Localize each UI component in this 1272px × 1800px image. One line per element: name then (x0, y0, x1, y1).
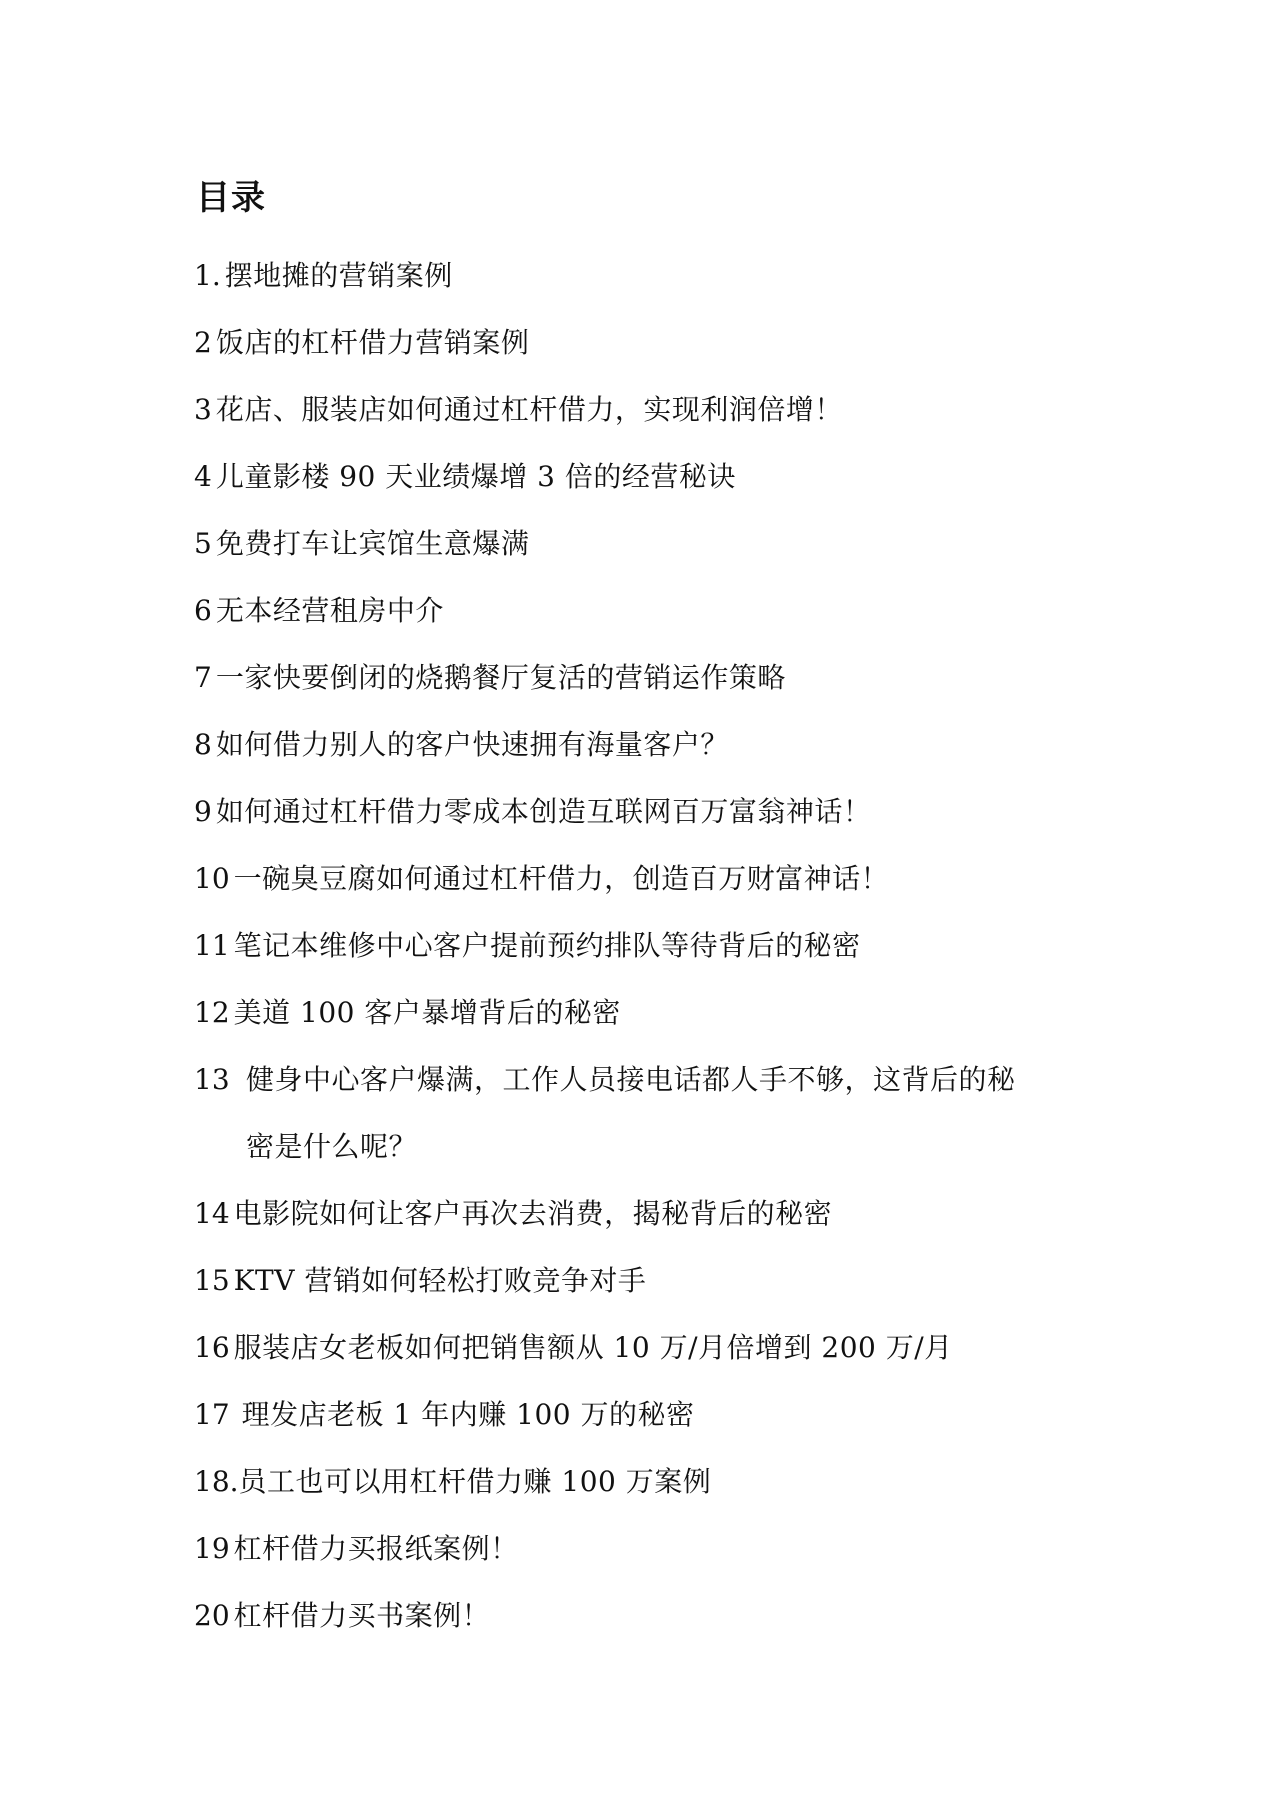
toc-item (194, 979, 1094, 1046)
toc-item-text: 杠杆借力买报纸案例！ (233, 1532, 519, 1565)
toc-item-text: 无本经营租房中介 (215, 594, 444, 627)
toc-item (194, 1247, 1094, 1314)
toc-item-text: 理发店老板 1 年内赚 100 万的秘密 (241, 1398, 695, 1431)
toc-item (194, 1381, 1094, 1448)
toc-item-number: 12 (194, 996, 230, 1029)
toc-item (194, 845, 1094, 912)
toc-item (194, 577, 1094, 644)
toc-item (194, 644, 1094, 711)
toc-item (194, 242, 1094, 309)
toc-item (194, 1448, 1094, 1515)
toc-item-number: 5 (194, 527, 212, 560)
toc-item (194, 1046, 1094, 1180)
toc-item (194, 711, 1094, 778)
toc-item-number: 15 (194, 1264, 230, 1297)
toc-item-number: 10 (194, 862, 230, 895)
toc-item (194, 1515, 1094, 1582)
toc-item-text: 健身中心客户爆满，工作人员接电话都人手不够，这背后的秘密是什么呢？ (246, 1063, 1016, 1163)
toc-item-number: 11 (194, 929, 230, 962)
toc-item (194, 376, 1094, 443)
toc-item-text: 饭店的杠杆借力营销案例 (215, 326, 530, 359)
toc-item-number: 14 (194, 1197, 230, 1230)
toc-item (194, 778, 1094, 845)
toc-item-number: 6 (194, 594, 212, 627)
toc-item-number: 16 (194, 1331, 230, 1364)
toc-item-number: 3 (194, 393, 212, 426)
toc-item (194, 510, 1094, 577)
toc-item-number: 20 (194, 1599, 230, 1632)
toc-item-number: 9 (194, 795, 212, 828)
toc-item-number: 7 (194, 661, 212, 694)
toc-item (194, 1314, 1094, 1381)
toc-list (194, 242, 1094, 1649)
toc-item-text: 电影院如何让客户再次去消费，揭秘背后的秘密 (233, 1197, 833, 1230)
toc-title: 目录 (196, 178, 266, 218)
toc-item-number: 4 (194, 460, 212, 493)
toc-item (194, 309, 1094, 376)
toc-item-number: 1. (194, 259, 221, 292)
toc-item-text: KTV 营销如何轻松打败竞争对手 (233, 1264, 647, 1297)
toc-item-text: 一家快要倒闭的烧鹅餐厅复活的营销运作策略 (215, 661, 786, 694)
toc-item-text: 儿童影楼 90 天业绩爆增 3 倍的经营秘诀 (215, 460, 736, 493)
toc-item-text: 员工也可以用杠杆借力赚 100 万案例 (238, 1465, 712, 1498)
toc-item-text: 服装店女老板如何把销售额从 10 万/月倍增到 200 万/月 (233, 1331, 953, 1364)
toc-item-number: 2 (194, 326, 212, 359)
toc-item-text: 笔记本维修中心客户提前预约排队等待背后的秘密 (233, 929, 861, 962)
toc-item (194, 912, 1094, 979)
toc-item-text: 如何通过杠杆借力零成本创造互联网百万富翁神话！ (215, 795, 872, 828)
toc-item (194, 1582, 1094, 1649)
toc-item-number: 13 (194, 1063, 230, 1096)
toc-item-number: 19 (194, 1532, 230, 1565)
toc-item-number: 8 (194, 728, 212, 761)
toc-item-text: 摆地摊的营销案例 (224, 259, 453, 292)
toc-item-number: 17 (194, 1398, 230, 1431)
toc-item-text: 花店、服装店如何通过杠杆借力，实现利润倍增！ (215, 393, 843, 426)
toc-item-number: 18. (194, 1465, 239, 1498)
toc-item (194, 443, 1094, 510)
toc-item-text: 免费打车让宾馆生意爆满 (215, 527, 530, 560)
toc-item-text: 一碗臭豆腐如何通过杠杆借力，创造百万财富神话！ (233, 862, 890, 895)
toc-item-text: 杠杆借力买书案例！ (233, 1599, 491, 1632)
toc-item-text: 美道 100 客户暴增背后的秘密 (233, 996, 621, 1029)
toc-item-text: 如何借力别人的客户快速拥有海量客户？ (215, 728, 729, 761)
toc-item (194, 1180, 1094, 1247)
